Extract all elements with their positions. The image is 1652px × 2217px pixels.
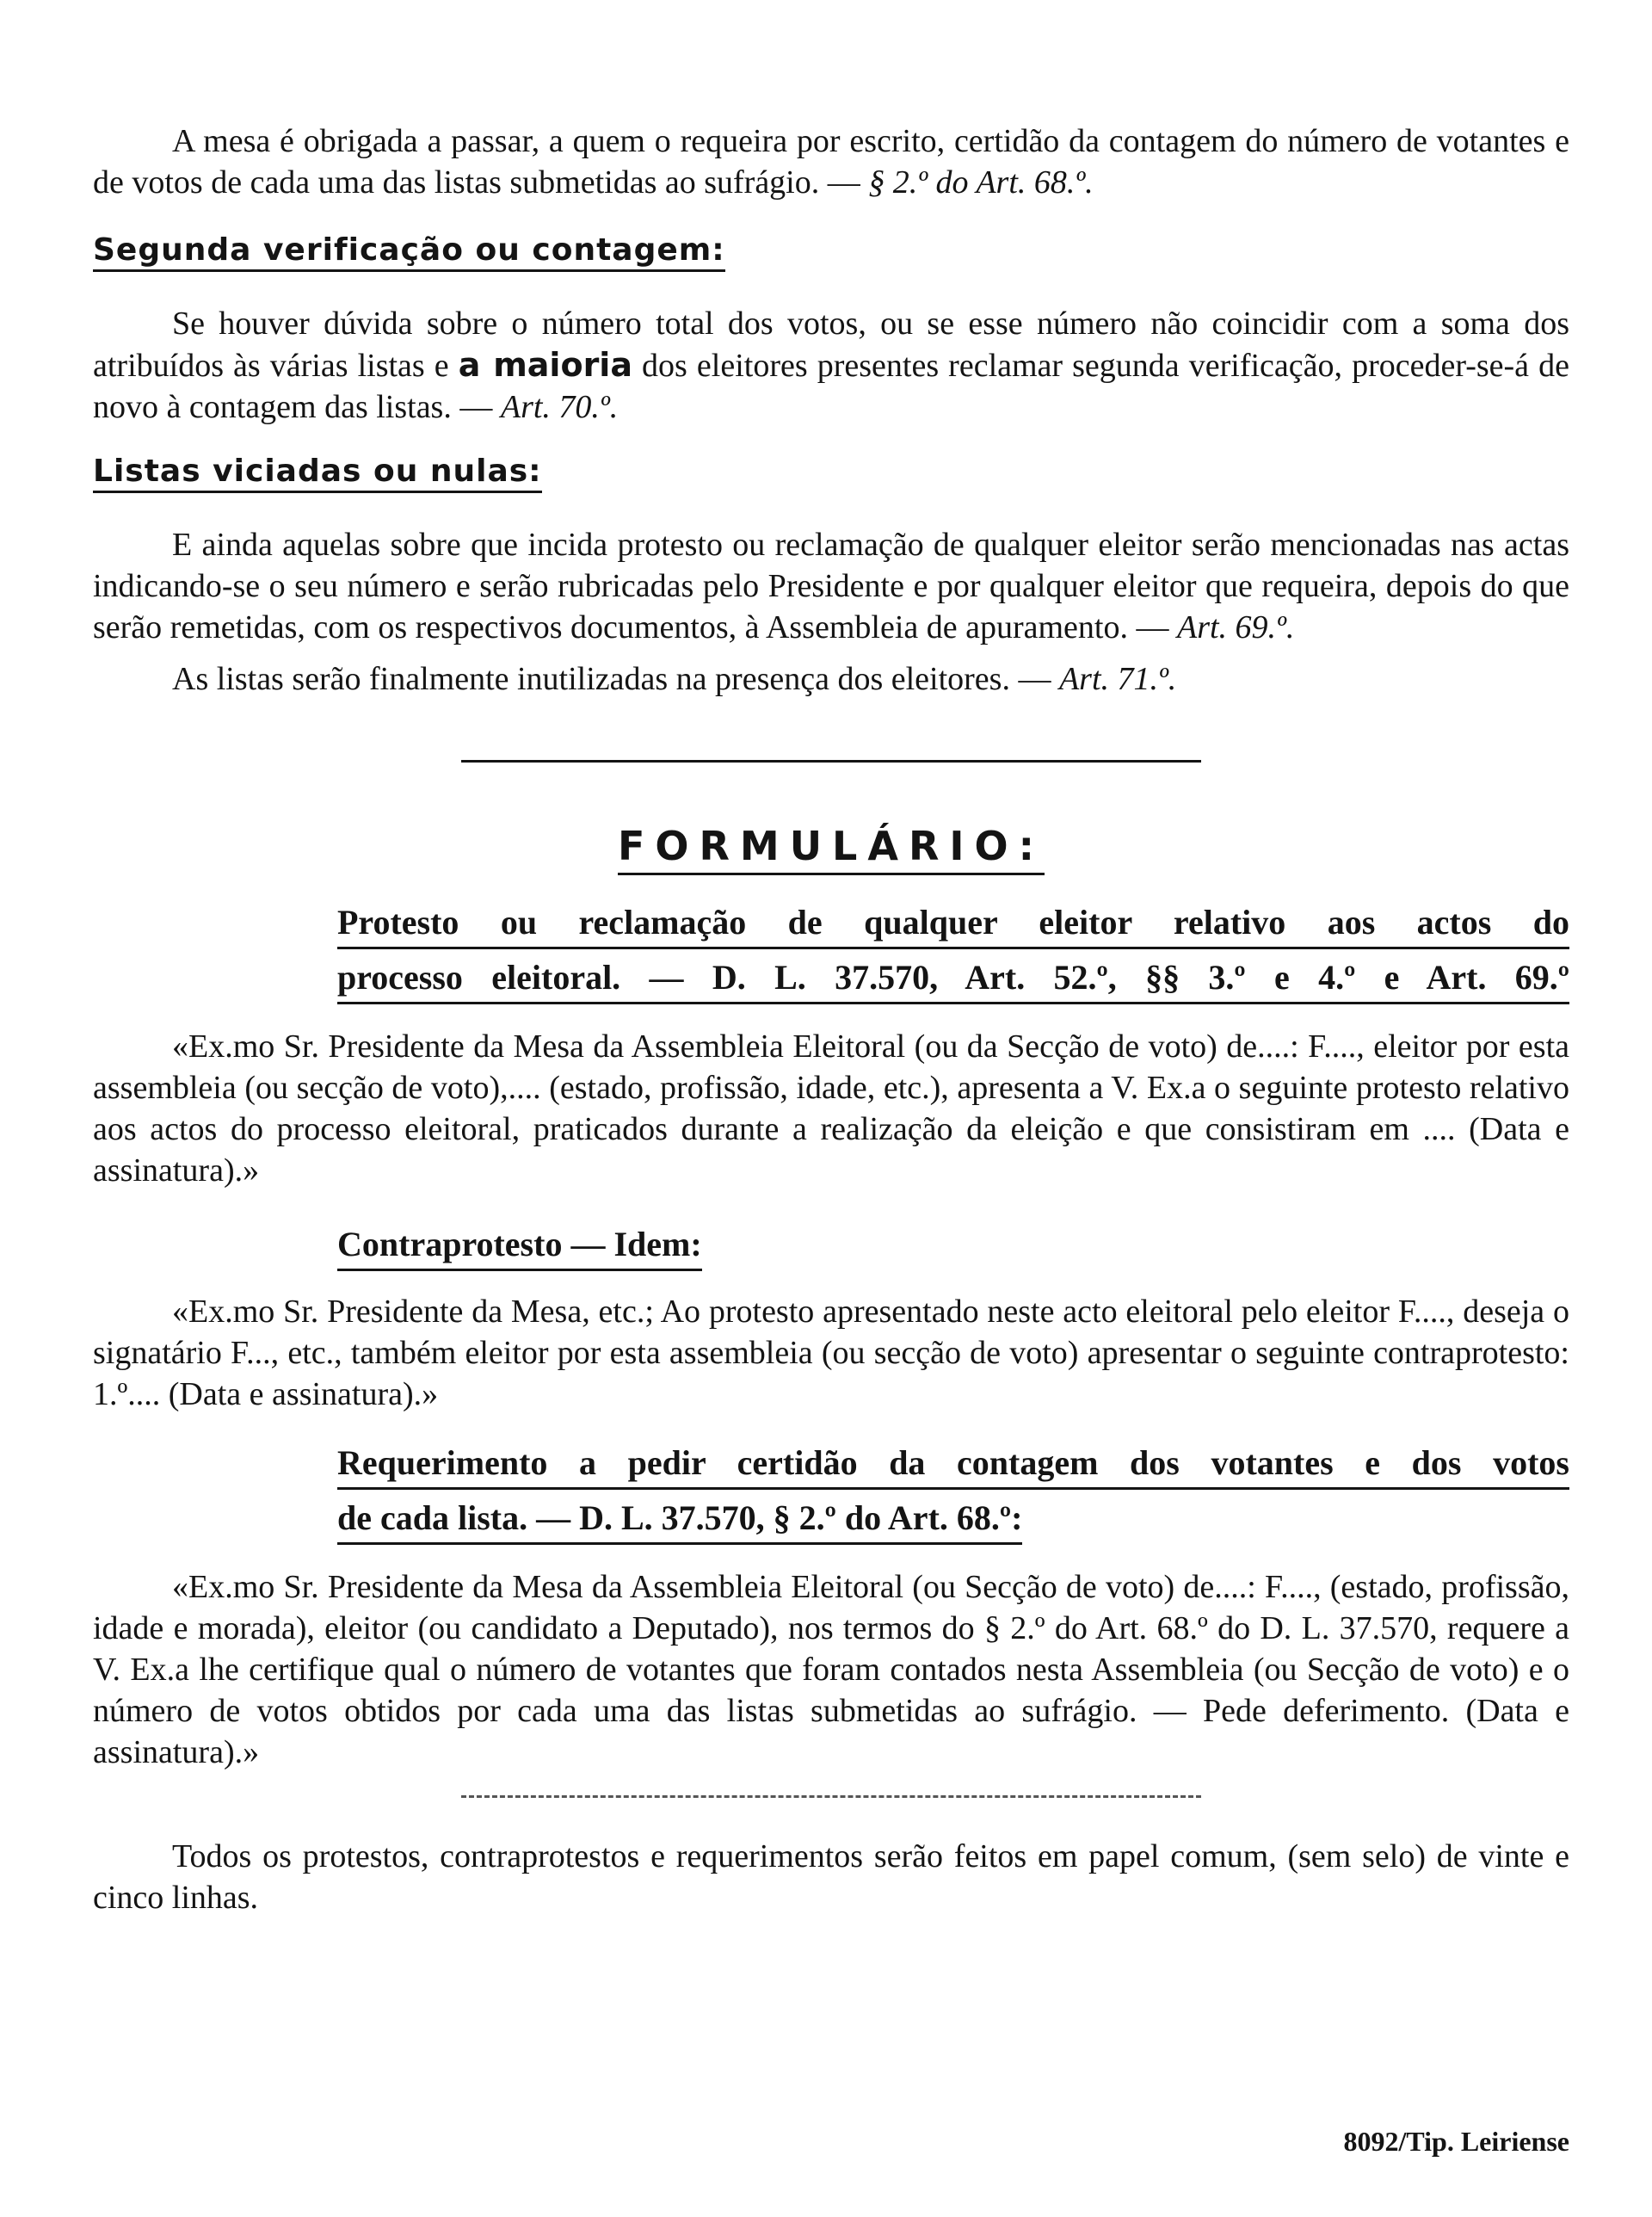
section2-para1-text: E ainda aquelas sobre que incida protesto ou reclamação de qualquer eleitor serão mencionadas nas actas indicando-se o seu número e serão rubricadas pelo Presidente e por qualquer eleitor que requeira, depois do que serão remetidas, com os respectivos documentos, à Assembleia de apuramento. — [93,527,1569,645]
form-item-1-heading-line1-text: Protesto ou reclamação de qualquer eleitor relativo aos actos do [337,903,1569,949]
section1-heading: Segunda verificação ou contagem: [93,232,725,272]
form-item-3-heading-line1-text: Requerimento a pedir certidão da contagem dos votantes e dos votos [337,1443,1569,1490]
form-item-1-heading-line1 [337,895,1569,950]
form-item-1-body: «Ex.mo Sr. Presidente da Mesa da Assembleia Eleitoral (ou da Secção de voto) de....: F...., eleitor por esta assembleia (ou secção de voto),.... (estado, profissão, idade, etc.), apresenta a V. Ex.a o seguinte protesto relativo aos actos do processo eleitoral, praticados durante a realização da eleição e que consistiram em .... (Data e assinatura).» [93,1028,1569,1189]
section2-heading: Listas viciadas ou nulas: [93,454,542,493]
section2-heading-wrap [93,454,1569,493]
form-item-1-heading-line2-text: processo eleitoral. — D. L. 37.570, Art. 52.º, §§ 3.º e 4.º e Art. 69.º [337,958,1569,1004]
formulario-title [93,823,1569,869]
form-item-3-heading-line2-text: de cada lista. — D. L. 37.570, § 2.º do Art. 68.º: [337,1498,1022,1545]
intro-ref: § 2.º do Art. 68.º. [868,164,1094,201]
form-item-3-heading-line1 [337,1436,1569,1491]
section2-para2-text: As listas serão finalmente inutilizadas na presença dos eleitores. — [172,661,1059,697]
section1-paragraph [93,303,1569,428]
form-item-1-heading-line2 [337,950,1569,1005]
document-page [93,103,1569,1918]
divider-rule [461,760,1201,763]
section1-text-b: dos eleitores presentes reclamar segunda verificação, proceder-se-á de novo à contagem das listas. — [93,348,1569,425]
section2-para2-ref: Art. 71.º. [1058,661,1177,697]
form-item-3-body: «Ex.mo Sr. Presidente da Mesa da Assembleia Eleitoral (ou Secção de voto) de....: F...., (estado, profissão, idade e morada), eleitor (ou candidato a Deputado), nos termos do § 2.º do Art. 68.º do D. L. 37.570, requere a V. Ex.a lhe certifique qual o número de votantes que foram contados nesta Assembleia (ou Secção de voto) e o número de votos obtidos por cada uma das listas submetidas ao sufrágio. — Pede deferimento. (Data e assinatura).» [93,1569,1569,1770]
section2-paragraph-2 [93,658,1569,700]
intro-paragraph [93,120,1569,203]
form-item-3-heading-line2 [337,1491,1569,1546]
section1-ref: Art. 70.º. [500,389,619,425]
form-item-3 [337,1436,1569,1546]
form-item-2-heading-text: Contraprotesto — Idem: [337,1225,702,1271]
form-item-2-body: «Ex.mo Sr. Presidente da Mesa, etc.; Ao protesto apresentado neste acto eleitoral pelo eleitor F...., deseja o signatário F..., etc., também eleitor por esta assembleia (ou secção de voto) apresentar o seguinte contraprotesto: 1.º.... (Data e assinatura).» [93,1294,1569,1412]
section1-text-a: Se houver dúvida sobre o número total dos votos, ou se esse número não coincidir com a soma dos atribuídos às várias listas e [93,306,1569,384]
form-item-1 [337,895,1569,1005]
formulario-title-text: FORMULÁRIO: [618,823,1045,875]
section1-heading-wrap [93,232,1569,272]
form-item-2 [337,1217,1569,1272]
form-item-2-heading [337,1217,1569,1272]
intro-text: A mesa é obrigada a passar, a quem o requeira por escrito, certidão da contagem do número de votantes e de votos de cada uma das listas submetidas ao sufrágio. — [93,123,1569,201]
section2-paragraph-1 [93,524,1569,648]
dashed-divider [461,1795,1201,1798]
section2-para1-ref: Art. 69.º. [1176,609,1295,645]
printer-imprint: 8092/Tip. Leiriense [1343,2126,1569,2157]
closing-paragraph: Todos os protestos, contraprotestos e requerimentos serão feitos em papel comum, (sem selo) de vinte e cinco linhas. [93,1838,1569,1916]
section1-text-bold: a maioria [458,346,632,384]
